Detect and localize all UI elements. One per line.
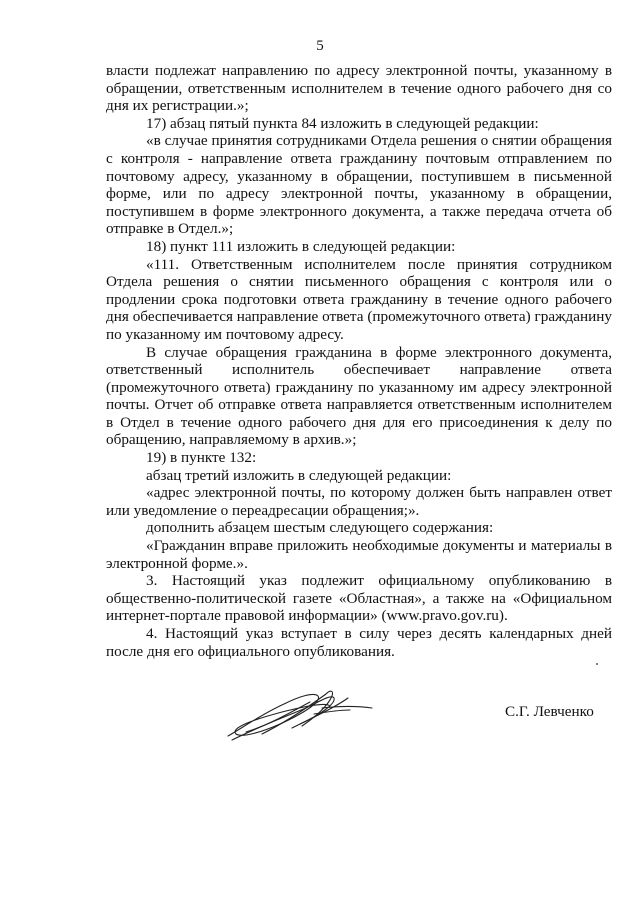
signer-name: С.Г. Левченко xyxy=(505,703,594,720)
paragraph: 19) в пункте 132: xyxy=(146,449,257,467)
paragraph: «в случае принятия сотрудниками Отдела решения о снятии обращения с контроля - направление ответа гражданину почтовым отправлением по почтовому адресу, указанному в обращении, поступившем в письменной форме, или по адресу электронной почты, указанному в обращении, поступившем в форме электронного документа, а также передача отчета об отправке в Отдел.»; xyxy=(106,132,612,238)
paragraph: 4. Настоящий указ вступает в силу через десять календарных дней после дня его официального опубликования. xyxy=(106,625,612,660)
page-number: 5 xyxy=(316,38,324,54)
paragraph: «адрес электронной почты, по которому должен быть направлен ответ или уведомление о переадресации обращения;». xyxy=(106,484,612,519)
paragraph: В случае обращения гражданина в форме электронного документа, ответственный исполнитель обеспечивает направление ответа (промежуточного ответа) гражданину по указанному им адресу электронной почты. Отчет об отправке ответа направляется ответственным исполнителем в Отдел в течение одного рабочего дня для его присоединения к делу по обращению, направляемому в архив.»; xyxy=(106,343,612,449)
handwritten-signature xyxy=(222,684,382,744)
paragraph: дополнить абзацем шестым следующего содержания: xyxy=(146,519,494,537)
paragraph: абзац третий изложить в следующей редакции: xyxy=(146,466,452,484)
paragraph: «Гражданин вправе приложить необходимые документы и материалы в электронной форме.». xyxy=(106,537,612,572)
paragraph: власти подлежат направлению по адресу электронной почты, указанному в обращении, ответственным исполнителем в течение одного рабочего дня со дня их регистрации.»; xyxy=(106,62,612,115)
paragraph: 18) пункт 111 изложить в следующей редакции: xyxy=(146,237,456,255)
paragraph: «111. Ответственным исполнителем после принятия сотрудником Отдела решения о снятии письменного обращения с контроля или о продлении срока подготовки ответа гражданину в течение одного рабочего дня обеспечивается направление ответа (промежуточного ответа) гражданину по указанному им почтовому адресу. xyxy=(106,255,612,343)
paragraph: 3. Настоящий указ подлежит официальному опубликованию в общественно-политической газете «Областная», а также на «Официальном интернет-портале правовой информации» (www.pravo.gov.ru). xyxy=(106,572,612,625)
scan-speck xyxy=(596,663,598,665)
paragraph: 17) абзац пятый пункта 84 изложить в следующей редакции: xyxy=(146,114,539,132)
document-body xyxy=(106,62,612,660)
